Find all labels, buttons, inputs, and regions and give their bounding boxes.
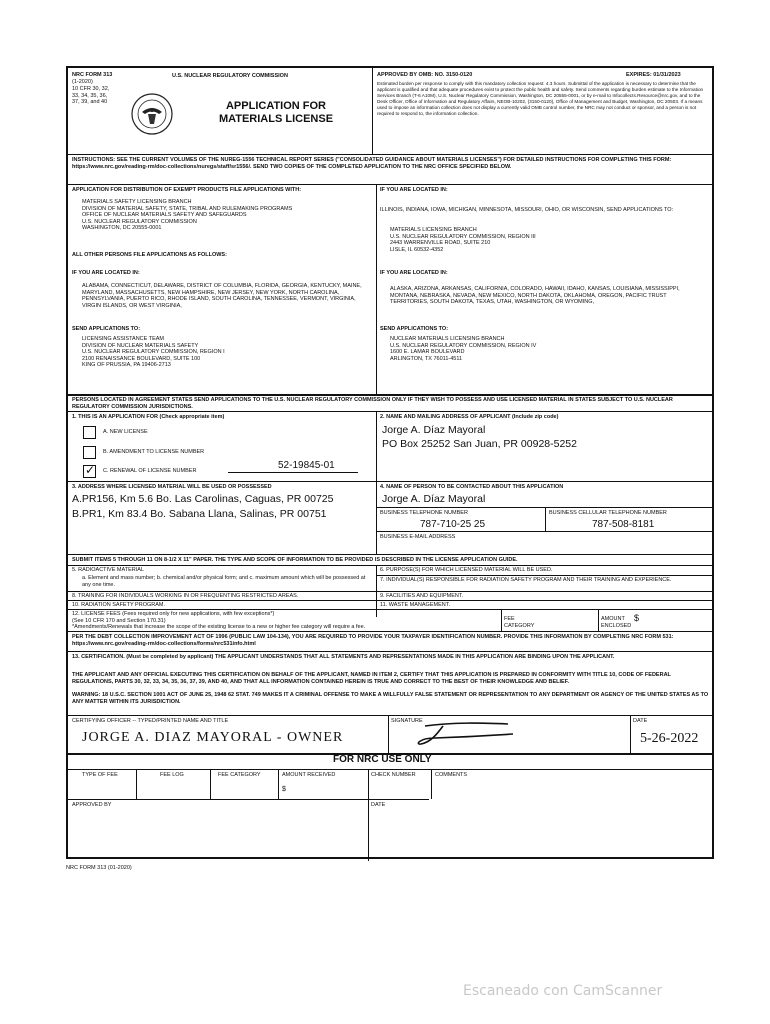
signature-label: SIGNATURE — [391, 718, 423, 724]
certification-body: THE APPLICANT AND ANY OFFICIAL EXECUTING THIS CERTIFICATION ON BEHALF OF THE APPLICANT, NAMED IN ITEM 2, CERTIFY THAT THIS APPLICATION IS PREPARED IN CONFORMITY WITH TITLE 10, CODE OF FEDERAL REGULATIONS, PARTS 30, 32, 33, 34, 35, 36, 37, 39, AND 40, AND THAT ALL INFORMATION CONTAINED HEREIN IS TRUE AND CORRECT TO THE BEST OF THEIR KNOWLEDGE AND BELIEF. — [72, 672, 671, 685]
amendment-label: B. AMENDMENT TO LICENSE NUMBER — [103, 449, 205, 455]
approval-date-label: DATE — [371, 802, 386, 808]
exempt-products-heading: APPLICATION FOR DISTRIBUTION OF EXEMPT PRODUCTS FILE APPLICATIONS WITH: — [72, 187, 302, 193]
amount-enclosed-label: AMOUNT ENCLOSED — [601, 616, 632, 629]
materials-license-form — [66, 66, 714, 859]
type-of-fee-label: TYPE OF FEE — [82, 772, 118, 778]
certification-warning: WARNING: 18 U.S.C. SECTION 1001 ACT OF JUNE 25, 1948 62 STAT. 749 MAKES IT A CRIMINAL OFFENSE TO MAKE A WILLFULLY FALSE STATEMENT OR REPRESENTATION TO ANY DEPARTMENT OR AGENCY OF THE UNITED STATES AS TO ANY MATTER WITHIN ITS JURISDICTION. — [72, 692, 709, 705]
item3-heading: 3. ADDRESS WHERE LICENSED MATERIAL WILL BE USED OR POSSESSED — [72, 484, 272, 490]
item5-detail: a. Element and mass number; b. chemical and/or physical form; and c. maximum amount which will be possessed at any one time. — [82, 575, 366, 588]
amount-received-label: AMOUNT RECEIVED — [282, 772, 336, 778]
certifying-officer-name[interactable]: JORGE A. DIAZ MAYORAL - OWNER — [82, 730, 344, 745]
item1-heading: 1. THIS IS AN APPLICATION FOR (Check appropriate item) — [72, 414, 225, 420]
footer-form-id: NRC FORM 313 (01-2020) — [66, 865, 132, 871]
use-address-a[interactable]: A.PR156, Km 5.6 Bo. Las Carolinas, Caguas, PR 00725 — [72, 493, 334, 505]
burden-statement: Estimated burden per response to comply with this mandatory collection request: 4.3 hours. Submittal of the application is necessary to determine that the applicant is qualified and that adequate procedures exist to protect the public health and safety. Send comments regarding burden estimate to the Information Services Branch (T-6 A10M), U.S. Nuclear Regulatory Commission, Washington, DC 20555-0001, or by e-mail to Infocollects.Resource@nrc.gov, and to the Desk Officer, Office of Information and Regulatory Affairs, NEOB-10202, (3150-0120), Office of Management and Budget, Washington, DC 20503. If a means used to impose an information collection does not display a currently valid OMB control number, the NRC may not conduct or sponsor, and a person is not required to respond to, the information collection. — [377, 81, 704, 116]
item9-label: 9. FACILITIES AND EQUIPMENT. — [380, 593, 464, 599]
comments-label: COMMENTS — [435, 772, 468, 778]
license-number[interactable]: 52-19845-01 — [278, 460, 335, 471]
fee-category-nrc-label: FEE CATEGORY — [218, 772, 261, 778]
item6-label: 6. PURPOSE(S) FOR WHICH LICENSED MATERIAL WILL BE USED. — [380, 567, 553, 573]
business-phone[interactable]: 787-710-25 25 — [420, 519, 486, 530]
new-license-checkbox[interactable] — [83, 426, 96, 439]
nrc-use-only-heading: FOR NRC USE ONLY — [333, 754, 432, 765]
right-send-to: SEND APPLICATIONS TO: — [380, 326, 449, 332]
address-msl-branch: MATERIALS SAFETY LICENSING BRANCH DIVISION OF MATERIAL SAFETY, STATE, TRIBAL AND RULEMAKING PROGRAMS OFFICE OF NUCLEAR MATERIALS SAFETY AND SAFEGUARDS U.S. NUCLEAR REGULATORY COMMISSION WASHINGTON, DC 20555-0001 — [82, 199, 293, 232]
debt-collection-note: PER THE DEBT COLLECTION IMPROVEMENT ACT OF 1996 (PUBLIC LAW 104-134), YOU ARE REQUIRED TO PROVIDE YOUR TAXPAYER IDENTIFICATION NUMBER. PROVIDE THIS INFORMATION BY COMPLETING NRC FORM 531: https://www.nrc.gov/reading-rm/doc-collections/forms/nrc531info.html — [72, 634, 674, 647]
form-number: NRC FORM 313 — [72, 72, 113, 78]
check-number-label: CHECK NUMBER — [371, 772, 416, 778]
certification-heading: 13. CERTIFICATION. (Must be completed by applicant) THE APPLICANT UNDERSTANDS THAT ALL STATEMENTS AND REPRESENTATIONS MADE IN THIS APPLICATION ARE BINDING UPON THE APPLICANT. — [72, 654, 615, 660]
item12-license-fees: 12. LICENSE FEES (Fees required only for new applications, with few exceptions*) (See 10 CFR 170 and Section 170.31) *Amendments/Renewals that increase the scope of the existing license to a new or higher fee category will require a fee. — [72, 611, 366, 631]
cfr-reference: 10 CFR 30, 32, 33, 34, 35, 36, 37, 39, and 40 — [72, 86, 110, 106]
amount-received-dollar: $ — [282, 786, 286, 793]
region-4-states: ALASKA, ARIZONA, ARKANSAS, CALIFORNIA, COLORADO, HAWAII, IDAHO, KANSAS, LOUISIANA, MISSISSIPPI, MONTANA, NEBRASKA, NEVADA, NEW MEXICO, NORTH DAKOTA, OKLAHOMA, OREGON, PACIFIC TRUST TERRITORIES, SOUTH DAKOTA, TEXAS, UTAH, WASHINGTON, OR WYOMING, — [390, 286, 680, 306]
right-located-in: IF YOU ARE LOCATED IN: — [380, 187, 448, 193]
renewal-checkbox[interactable] — [83, 465, 96, 478]
camscanner-watermark: Escaneado con CamScanner — [463, 983, 663, 999]
fee-category-label: FEE CATEGORY — [504, 616, 535, 629]
left-located-in: IF YOU ARE LOCATED IN: — [72, 270, 140, 276]
cell-phone[interactable]: 787-508-8181 — [592, 519, 655, 530]
amount-enclosed-dollar: $ — [634, 613, 640, 623]
applicant-signature[interactable] — [413, 720, 523, 755]
omb-approval: APPROVED BY OMB: NO. 3150-0120 — [377, 72, 473, 78]
item2-heading: 2. NAME AND MAILING ADDRESS OF APPLICANT (Include zip code) — [380, 414, 559, 420]
amendment-checkbox[interactable] — [83, 446, 96, 459]
date-label: DATE — [633, 718, 648, 724]
certifying-officer-label: CERTIFYING OFFICER -- TYPED/PRINTED NAME AND TITLE — [72, 718, 229, 724]
agreement-states-note: PERSONS LOCATED IN AGREEMENT STATES SEND APPLICATIONS TO THE U.S. NUCLEAR REGULATORY COMMISSION ONLY IF THEY WISH TO POSSESS AND USE LICENSED MATERIAL IN STATES SUBJECT TO U.S. NUCLEAR REGULATORY COMMISSION JURISDICTIONS. — [72, 397, 673, 410]
instructions: INSTRUCTIONS: SEE THE CURRENT VOLUMES OF THE NUREG-1556 TECHNICAL REPORT SERIES ("CONSOLIDATED GUIDANCE ABOUT MATERIALS LICENSES") FOR DETAILED INSTRUCTIONS FOR COMPLETING THIS FORM: https://www.nrc.gov/reading-rm/doc-collections/nuregs/staff/sr1556/. SEND TWO COPIES OF THE COMPLETED APPLICATION TO THE NRC OFFICE SPECIFIED BELOW. — [72, 157, 672, 170]
other-persons-heading: ALL OTHER PERSONS FILE APPLICATIONS AS FOLLOWS: — [72, 252, 227, 258]
signature-date[interactable]: 5-26-2022 — [640, 731, 699, 746]
nrc-seal-icon — [130, 92, 174, 141]
submit-items-note: SUBMIT ITEMS 5 THROUGH 11 ON 8-1/2 X 11" PAPER. THE TYPE AND SCOPE OF INFORMATION TO BE PROVIDED IS DESCRIBED IN THE LICENSE APPLICATION GUIDE. — [72, 557, 518, 563]
address-region-3: MATERIALS LICENSING BRANCH U.S. NUCLEAR REGULATORY COMMISSION, REGION III 2443 WARRENVILLE ROAD, SUITE 210 LISLE, IL 60532-4352 — [390, 227, 536, 253]
fee-log-label: FEE LOG — [160, 772, 184, 778]
item11-label: 11. WASTE MANAGEMENT. — [380, 602, 450, 608]
renewal-checkmark: ✓ — [85, 463, 96, 477]
item8-label: 8. TRAINING FOR INDIVIDUALS WORKING IN OR FREQUENTING RESTRICTED AREAS. — [72, 593, 299, 599]
approved-by-label: APPROVED BY — [72, 802, 112, 808]
applicant-name[interactable]: Jorge A. Díaz Mayoral — [382, 424, 486, 436]
region-1-states: ALABAMA, CONNECTICUT, DELAWARE, DISTRICT OF COLUMBIA, FLORIDA, GEORGIA, KENTUCKY, MAINE, MARYLAND, MASSACHUSETTS, NEW HAMPSHIRE, NEW JERSEY, NEW YORK, NORTH CAROLINA, PENNSYLVANIA, PUERTO RICO, RHODE ISLAND, SOUTH CAROLINA, TENNESSEE, VERMONT, VIRGINIA, VIRGIN ISLANDS, OR WEST VIRGINIA, — [82, 283, 362, 309]
email-label: BUSINESS E-MAIL ADDRESS — [380, 534, 456, 540]
address-region-1: LICENSING ASSISTANCE TEAM DIVISION OF NUCLEAR MATERIALS SAFETY U.S. NUCLEAR REGULATORY COMMISSION, REGION I 2100 RENAISSANCE BOULEVARD, SUITE 100 KING OF PRUSSIA, PA 19406-2713 — [82, 336, 225, 369]
contact-name[interactable]: Jorge A. Díaz Mayoral — [382, 493, 486, 505]
form-date: (1-2020) — [72, 79, 93, 85]
applicant-address[interactable]: PO Box 25252 San Juan, PR 00928-5252 — [382, 438, 577, 450]
use-address-b[interactable]: B.PR1, Km 83.4 Bo. Sabana Llana, Salinas, PR 00751 — [72, 508, 327, 520]
right-located-in-2: IF YOU ARE LOCATED IN: — [380, 270, 448, 276]
item4-heading: 4. NAME OF PERSON TO BE CONTACTED ABOUT THIS APPLICATION — [380, 484, 564, 490]
renewal-label: C. RENEWAL OF LICENSE NUMBER — [103, 468, 197, 474]
agency-name: U.S. NUCLEAR REGULATORY COMMISSION — [172, 73, 288, 79]
form-title: APPLICATION FOR MATERIALS LICENSE — [218, 100, 334, 125]
business-phone-label: BUSINESS TELEPHONE NUMBER — [380, 510, 468, 516]
new-license-label: A. NEW LICENSE — [103, 429, 148, 435]
cell-phone-label: BUSINESS CELLULAR TELEPHONE NUMBER — [549, 510, 667, 516]
item10-label: 10. RADIATION SAFETY PROGRAM. — [72, 602, 166, 608]
address-region-4: NUCLEAR MATERIALS LICENSING BRANCH U.S. NUCLEAR REGULATORY COMMISSION, REGION IV 1600 E. LAMAR BOULEVARD ARLINGTON, TX 76011-4511 — [390, 336, 537, 362]
left-send-to: SEND APPLICATIONS TO: — [72, 326, 141, 332]
item7-label: 7. INDIVIDUAL(S) RESPONSIBLE FOR RADIATION SAFETY PROGRAM AND THEIR TRAINING AND EXPERIENCE. — [380, 577, 672, 583]
region-3-states: ILLINOIS, INDIANA, IOWA, MICHIGAN, MINNESOTA, MISSOURI, OHIO, OR WISCONSIN, SEND APPLICATIONS TO: — [380, 207, 674, 213]
item5-label: 5. RADIOACTIVE MATERIAL — [72, 567, 145, 573]
expiration-date: EXPIRES: 01/31/2023 — [626, 72, 681, 78]
